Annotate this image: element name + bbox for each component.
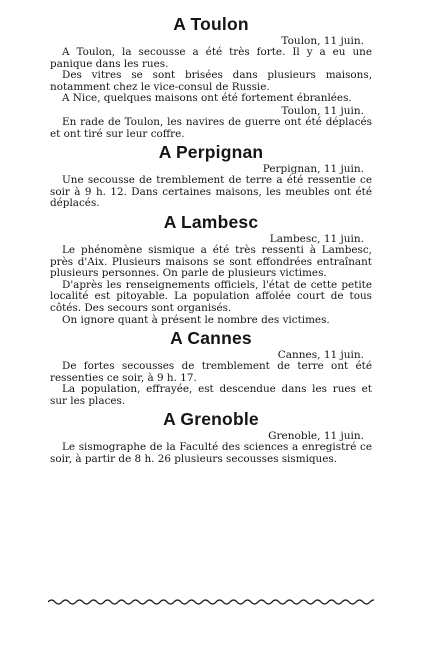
article-0 (50, 14, 372, 140)
dateline: Toulon, 11 juin. (281, 104, 364, 117)
paragraph: D'après les renseignements officiels, l'état de cette petite localité est pitoyable. La population affolée court de tous côtés. Des secours sont organisés. (50, 278, 372, 314)
dateline: Toulon, 11 juin. (281, 35, 364, 47)
article-2 (50, 212, 372, 326)
dateline: Perpignan, 11 juin. (262, 163, 364, 176)
dateline: Cannes, 11 juin. (277, 349, 364, 362)
article-heading: A Lambesc (163, 211, 259, 232)
paragraph: Le sismographe de la Faculté des sciences a enregistré ce soir, à partir de 8 h. 26 plusieurs secousses sismiques. (50, 441, 372, 466)
article-3 (50, 328, 372, 407)
paragraph: En rade de Toulon, les navires de guerre ont été déplacés et ont tiré sur leur coffre. (50, 115, 372, 140)
paragraph: On ignore quant à présent le nombre des victimes. (62, 313, 330, 326)
article-heading: A Toulon (173, 14, 249, 34)
article-heading: A Cannes (170, 328, 252, 349)
article-heading: A Perpignan (158, 142, 264, 163)
article-heading: A Grenoble (163, 409, 259, 430)
paragraph: Une secousse de tremblement de terre a été ressentie ce soir à 9 h. 12. Dans certaines maisons, les meubles ont été déplacés. (50, 174, 372, 210)
article-4 (50, 409, 372, 465)
paragraph: De fortes secousses de tremblement de terre ont été ressenties ce soir, à 9 h. 17. (50, 360, 372, 384)
article-1 (50, 142, 372, 210)
newspaper-column (50, 14, 372, 468)
paragraph: A Nice, quelques maisons ont été fortement ébranlées. (62, 92, 352, 105)
dateline: Lambesc, 11 juin. (269, 232, 364, 245)
wavy-divider (48, 597, 374, 607)
paragraph: La population, effrayée, est descendue dans les rues et sur les places. (50, 383, 372, 407)
paragraph: Des vitres se sont brisées dans plusieurs maisons, notamment chez le vice-consul de Russie. (50, 69, 372, 93)
dateline: Grenoble, 11 juin. (268, 430, 364, 443)
paragraph: Le phénomène sismique a été très ressenti à Lambesc, près d'Aix. Plusieurs maisons se sont effondrées entraînant plusieurs personnes. On parle de plusieurs victimes. (50, 243, 372, 280)
paragraph: A Toulon, la secousse a été très forte. Il y a eu une panique dans les rues. (50, 46, 372, 70)
